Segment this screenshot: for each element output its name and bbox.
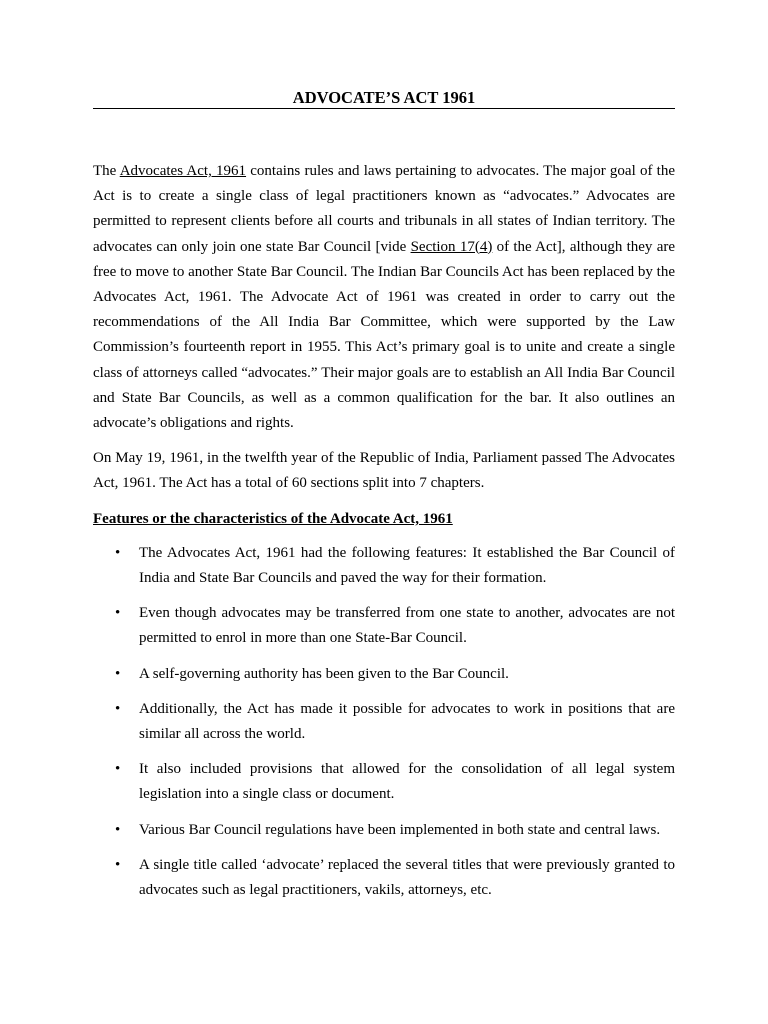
list-item [93, 697, 675, 747]
intro-text-3: of the Act], although they are free to move to another State Bar Council. The Indian Bar Councils Act has been replaced by the Advocates Act, 1961. The Advocate Act of 1961 was created in order to carry out the recommendations of the All India Bar Committee, which were supported by the Law Commission’s fourteenth report in 1955. This Act’s primary goal is to unite and create a single class of attorneys called “advocates.” Their major goals are to establish an All India Bar Council and State Bar Councils, as well as a common qualification for the bar. It also outlines an advocate’s obligations and rights. [93, 238, 676, 432]
enactment-paragraph: On May 19, 1961, in the twelfth year of the Republic of India, Parliament passed The Advocates Act, 1961. The Act has a total of 60 sections split into 7 chapters. [93, 450, 675, 492]
bullet-icon: • [115, 761, 121, 778]
bullet-icon: • [115, 821, 121, 838]
list-item [93, 601, 675, 651]
bullet-icon: • [115, 605, 121, 622]
list-item [93, 541, 675, 591]
list-item [93, 757, 675, 807]
bullet-icon: • [115, 665, 121, 682]
document-title: ADVOCATE’S ACT 1961 [292, 88, 476, 107]
feature-text: Various Bar Council regulations have been implemented in both state and central laws. [139, 821, 661, 838]
advocates-act-link[interactable]: Advocates Act, 1961 [119, 163, 247, 179]
intro-paragraph [93, 159, 675, 436]
section-17-4-link[interactable]: Section 17(4) [410, 238, 493, 255]
list-item [93, 853, 675, 903]
bullet-icon: • [115, 544, 121, 561]
title-underline-rule [93, 108, 675, 109]
feature-text: Additionally, the Act has made it possible for advocates to work in positions that are similar all across the world. [139, 700, 675, 743]
list-item [93, 818, 675, 843]
list-item [93, 662, 675, 687]
features-list [93, 541, 675, 903]
feature-text: Even though advocates may be transferred from one state to another, advocates are not permitted to enrol in more than one State-Bar Council. [139, 605, 675, 647]
intro-text-1: The [93, 163, 120, 179]
features-heading: Features or the characteristics of the Advocate Act, 1961 [93, 510, 453, 527]
document-body [93, 159, 675, 913]
feature-text: A single title called ‘advocate’ replaced the several titles that were previously granted to advocates such as legal practitioners, vakils, attorneys, etc. [139, 856, 675, 899]
intro-text-2: contains rules and laws pertaining to advocates. The major goal of the Act is to create a single class of legal practitioners known as “advocates.” Advocates are permitted to represent clients before all courts and tribunals in all states of Indian territory. The advocates can only join one state Bar Council [vide [93, 163, 675, 255]
bullet-icon: • [115, 700, 121, 717]
bullet-icon: • [115, 856, 121, 873]
feature-text: The Advocates Act, 1961 had the following features: It established the Bar Council of India and State Bar Councils and paved the way for their formation. [139, 544, 675, 587]
feature-text: A self-governing authority has been given to the Bar Council. [139, 665, 509, 682]
feature-text: It also included provisions that allowed for the consolidation of all legal system legislation into a single class or document. [139, 761, 675, 803]
